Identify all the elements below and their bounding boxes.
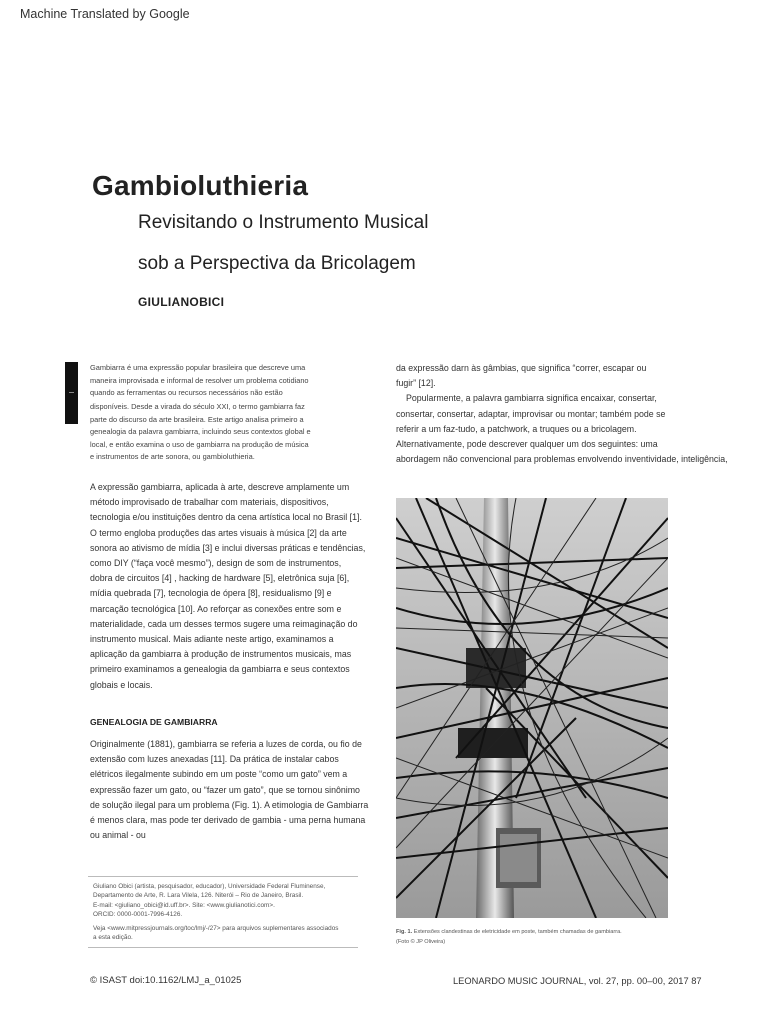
abstract-part-a <box>90 362 348 400</box>
right-column-text <box>396 361 741 467</box>
body-line: dobra de circuitos [4] , hacking de hardware [5], eletrônica suja [6], <box>90 573 350 584</box>
body-line: de solução ilegal para um problema (Fig. 1). A etimologia de Gambiarra <box>90 799 369 810</box>
body-line: A expressão gambiarra, aplicada à arte, descreve amplamente um <box>90 482 350 492</box>
abstract-marker <box>65 362 78 424</box>
article-subtitle-line2: sob a Perspectiva da Bricolagem <box>138 253 416 274</box>
footnote-line: ORCID: 0000-0001-7996-4126. <box>93 910 183 918</box>
body-line: mídia quebrada [7], tecnologia de ópera [8], residualismo [9] e <box>90 588 332 599</box>
abstract-line: Gambiarra é uma expressão popular brasileira que descreve uma <box>90 363 306 372</box>
abstract-line: e instrumentos de arte sonora, ou gambioluthieria. <box>90 452 255 462</box>
article-title: Gambioluthieria <box>92 170 309 201</box>
body-line: referir a um faz-tudo, a patchwork, a truques ou a bricolagem. <box>396 423 637 434</box>
body-line: primeiro examinamos a genealogia da gambiarra e seus contextos <box>90 664 350 675</box>
body-line: fugir” [12]. <box>396 378 436 389</box>
body-line: como DIY (“faça você mesmo”), design de som de instrumentos, <box>90 558 342 569</box>
body-line: Originalmente (1881), gambiarra se referia a luzes de corda, ou fio de <box>90 739 362 749</box>
figure-caption-label: Fig. 1. <box>396 929 413 935</box>
body-line: Alternativamente, pode descrever qualquer um dos seguintes: uma <box>396 439 658 450</box>
section-paragraph <box>90 737 380 843</box>
abstract-line: quando as ferramentas ou recursos necessários não estão <box>90 388 283 398</box>
body-line: ou animal - ou <box>90 830 146 841</box>
body-line: método improvisado de trabalhar com materiais, dispositivos, <box>90 497 329 508</box>
article-subtitle-line1: Revisitando o Instrumento Musical <box>138 212 429 233</box>
footnote-rule-bottom <box>88 947 358 948</box>
abstract-line: local, e então examina o uso de gambiarra na produção de música <box>90 439 309 449</box>
footnote-line: a esta edição. <box>93 934 133 942</box>
article-author: GIULIANOBICI <box>138 295 225 309</box>
body-line: é menos clara, mas pode ter derivado de gambia - uma perna humana <box>90 815 366 826</box>
footnote-line: Departamento de Arte, R. Lara Vilela, 126. Niterói – Rio de Janeiro, Brasil. <box>93 892 304 900</box>
abstract-part-b <box>90 401 348 464</box>
body-line: elétricos ilegalmente subindo em um poste “como um gato” vem a <box>90 769 348 780</box>
abstract-line: maneira improvisada e informal de resolver um problema cotidiano <box>90 375 309 385</box>
figure-caption <box>396 927 696 947</box>
abstract-line: genealogia da palavra gambiarra, incluindo seus contextos global e <box>90 427 311 437</box>
footnote-line: E-mail: <giuliano_obici@id.uff.br>. Site: <www.giulianotici.com>. <box>93 901 275 909</box>
supplementary-note <box>93 924 363 943</box>
footer-journal: LEONARDO MUSIC JOURNAL, vol. 27, pp. 00–00, 2017 87 <box>453 976 702 986</box>
footer-doi: © ISAST doi:10.1162/LMJ_a_01025 <box>90 975 242 986</box>
body-line: abordagem não convencional para problemas envolvendo inventividade, inteligência, <box>396 454 728 465</box>
footnote-line: Veja <www.mitpressjournals.org/toc/lmj/-/27> para arquivos suplementares associados <box>93 925 339 932</box>
body-line: da expressão darn às gâmbias, que significa “correr, escapar ou <box>396 363 647 373</box>
intro-paragraph <box>90 480 380 693</box>
figure-photo-electric-pole <box>396 498 668 918</box>
body-line: marcação tecnológica [10]. Ao reforçar as conexões entre som e <box>90 603 342 614</box>
abstract-line: parte do discurso da arte brasileira. Este artigo analisa primeiro a <box>90 414 304 424</box>
body-line: aplicação da gambiarra à produção de instrumentos musicais, mas <box>90 649 352 660</box>
machine-translated-label: Machine Translated by Google <box>20 7 190 21</box>
body-line: sonora ao ativismo de mídia [3] e inclui diversas práticas e tendências, <box>90 542 366 553</box>
body-line: expressão fazer um gato, ou “fazer um gato”, que se tornou sinônimo <box>90 784 360 795</box>
figure-credit: (Foto © JP Oliveira) <box>396 939 446 945</box>
body-line: extensão com luzes anexadas [11]. Da prática de instalar cabos <box>90 754 339 765</box>
body-line: O termo engloba produções das artes visuais à música [2] da arte <box>90 527 347 538</box>
body-line: instrumento musical. Mais adiante neste artigo, examinamos a <box>90 634 334 645</box>
footnote-rule-top <box>88 876 358 877</box>
body-line: tecnologia e/ou instituições dentro da cena artística local no Brasil [1]. <box>90 512 362 523</box>
body-line: globais e locais. <box>90 679 153 690</box>
body-line: materialidade, cada um desses termos sugere uma reimaginação do <box>90 618 358 629</box>
footnote-line: Giuliano Obici (artista, pesquisador, educador), Universidade Federal Fluminense, <box>93 883 326 890</box>
figure-caption-text: Extensões clandestinas de eletricidade em poste, também chamadas de gambiarra. <box>412 929 622 935</box>
section-heading: GENEALOGIA DE GAMBIARRA <box>90 717 218 727</box>
abstract-line: disponíveis. Desde a virada do século XXI, o termo gambiarra faz <box>90 402 305 411</box>
body-line: consertar, consertar, adaptar, improvisar ou montar; também pode se <box>396 408 666 419</box>
author-footnote <box>93 882 363 919</box>
body-line: Popularmente, a palavra gambiarra significa encaixar, consertar, <box>406 393 657 404</box>
